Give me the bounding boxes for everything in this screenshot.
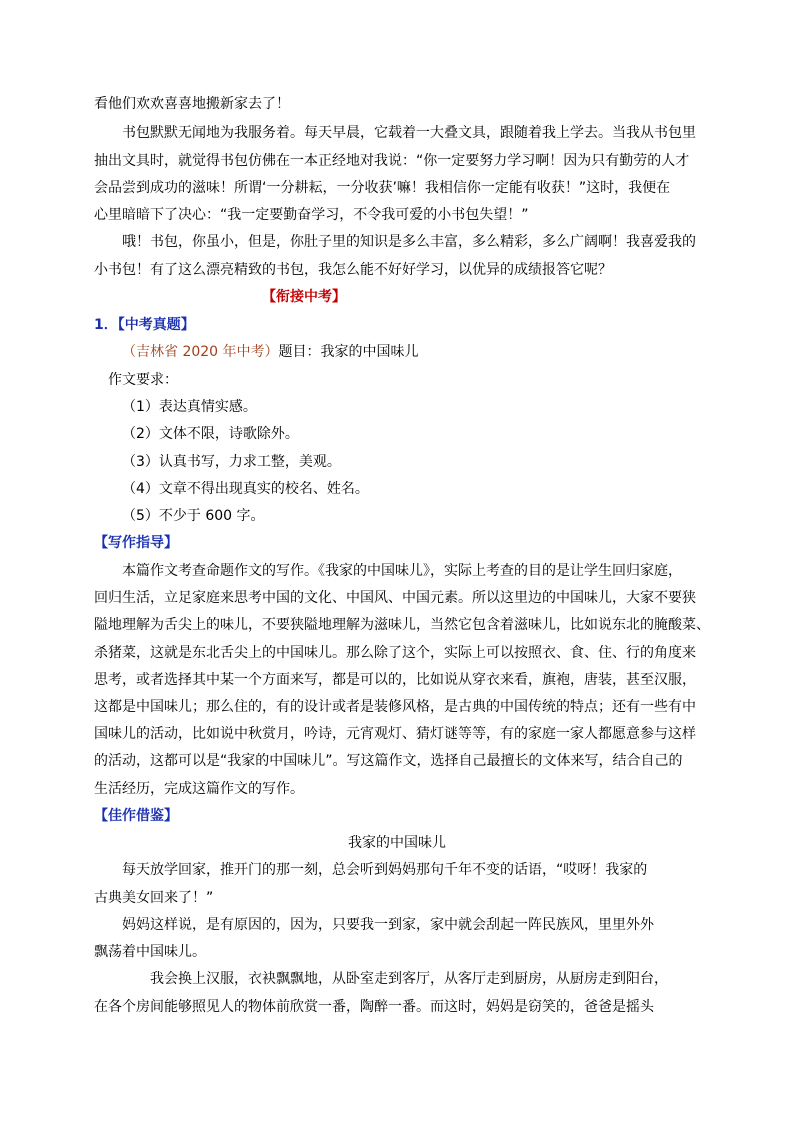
passage-line: 哦！书包，你虽小，但是，你肚子里的知识是多么丰富，多么精彩，多么广阔啊！我喜爱我的 — [122, 234, 696, 250]
passage-line: 书包默默无闻地为我服务着。每天早晨，它载着一大叠文具，跟随着我上学去。当我从书包里 — [122, 125, 696, 141]
requirement-item: （2）文体不限，诗歌除外。 — [122, 426, 299, 442]
requirement-item: （5）不少于 600 字。 — [122, 508, 265, 524]
sample-line: 古典美女回来了！” — [94, 890, 214, 906]
guide-heading: 【写作指导】 — [94, 535, 178, 551]
sample-line: 飘荡着中国味儿。 — [94, 944, 206, 960]
passage-line: 抽出文具时，就觉得书包仿佛在一本正经地对我说：“你一定要努力学习啊！因为只有勤劳的人才 — [94, 153, 690, 169]
guide-line: 国味儿的活动，比如说中秋赏月，吟诗，元宵观灯、猜灯谜等等，有的家庭一家人都愿意参与这样 — [94, 726, 696, 742]
question-title: 题目：我家的中国味儿 — [278, 344, 419, 360]
guide-line: 这都是中国味儿；那么住的，有的设计或者是装修风格，是古典的中国传统的特点；还有一些有中 — [94, 699, 696, 715]
passage-line: 会品尝到成功的滋味！所谓‘一分耕耘，一分收获’嘛！我相信你一定能有收获！”这时，我便在 — [94, 180, 671, 196]
sample-heading: 【佳作借鉴】 — [94, 808, 178, 824]
guide-line: 隘地理解为舌尖上的味儿，不要狭隘地理解为滋味儿，当然它包含着滋味儿，比如说东北的腌酸菜、 — [94, 617, 710, 633]
passage-line: 小书包！有了这么漂亮精致的书包，我怎么能不好好学习，以优异的成绩报答它呢？ — [94, 262, 612, 278]
question-header — [94, 316, 195, 334]
sample-line: 在各个房间能够照见人的物体前欣赏一番，陶醉一番。而这时，妈妈是窃笑的，爸爸是摇头 — [94, 999, 654, 1015]
question-source: （吉林省 2020 年中考） — [122, 344, 279, 360]
guide-line: 本篇作文考查命题作文的写作。《我家的中国味儿》，实际上考查的目的是让学生回归家庭， — [122, 563, 682, 579]
requirements-heading: 作文要求： — [108, 372, 178, 388]
question-title-line — [122, 343, 419, 361]
requirement-item: （3）认真书写，力求工整，美观。 — [122, 454, 341, 470]
passage-line: 看他们欢欢喜喜地搬新家去了！ — [94, 96, 290, 112]
guide-line: 回归生活，立足家庭来思考中国的文化、中国风、中国元素。所以这里边的中国味儿，大家不要狭 — [94, 590, 696, 606]
sample-line: 我会换上汉服，衣袂飘飘地，从卧室走到客厅，从客厅走到厨房，从厨房走到阳台， — [150, 971, 668, 987]
requirement-item: （4）文章不得出现真实的校名、姓名。 — [122, 481, 369, 497]
sample-line: 妈妈这样说，是有原因的，因为，只要我一到家，家中就会刮起一阵民族风，里里外外 — [122, 917, 654, 933]
question-tag: 【中考真题】 — [117, 317, 195, 333]
requirement-item: （1）表达真情实感。 — [122, 399, 257, 415]
sample-title: 我家的中国味儿 — [348, 835, 446, 851]
sample-line: 每天放学回家，推开门的那一刻，总会听到妈妈那句千年不变的话语，“哎呀！我家的 — [122, 862, 648, 878]
guide-line: 生活经历，完成这篇作文的写作。 — [94, 781, 304, 797]
question-number: 1． — [94, 317, 118, 333]
guide-line: 的活动，这都可以是“我家的中国味儿”。写这篇作文，选择自己最擅长的文体来写，结合自己的 — [94, 753, 683, 769]
section-title: 【衔接中考】 — [262, 289, 346, 305]
guide-line: 思考，或者选择其中某一个方面来写，都是可以的，比如说从穿衣来看，旗袍，唐装，甚至汉服， — [94, 672, 696, 688]
guide-line: 杀猪菜，这就是东北舌尖上的中国味儿。那么除了这个，实际上可以按照衣、食、住、行的角度来 — [94, 645, 696, 661]
passage-line: 心里暗暗下了决心：“我一定要勤奋学习，不令我可爱的小书包失望！” — [94, 207, 529, 223]
